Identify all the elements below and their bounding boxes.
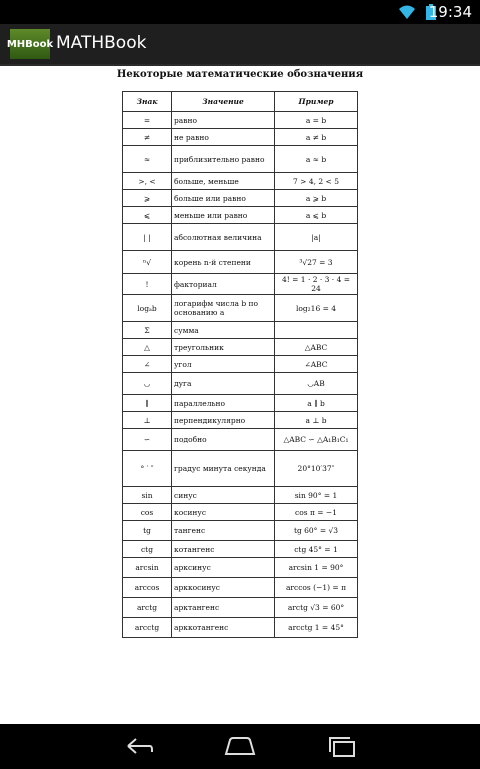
meaning-cell: дуга <box>172 373 275 395</box>
meaning-cell: треугольник <box>172 339 275 356</box>
symbol-cell: ∽ <box>123 429 172 451</box>
example-cell: 7 > 4, 2 < 5 <box>275 173 358 190</box>
example-cell: arcsin 1 = 90° <box>275 558 358 578</box>
column-header: Знак <box>123 92 172 112</box>
table-row <box>123 129 358 146</box>
example-cell: a ∥ b <box>275 395 358 412</box>
meaning-cell: арккосинус <box>172 578 275 598</box>
symbol-cell: arccos <box>123 578 172 598</box>
table-row <box>123 251 358 274</box>
table-row <box>123 373 358 395</box>
meaning-cell: равно <box>172 112 275 129</box>
example-cell: a = b <box>275 112 358 129</box>
example-cell <box>275 322 358 339</box>
meaning-cell: логарифм числа b по основанию a <box>172 295 275 322</box>
meaning-cell: абсолютная величина <box>172 224 275 251</box>
table-row <box>123 429 358 451</box>
meaning-cell: синус <box>172 487 275 504</box>
table-row <box>123 578 358 598</box>
table-row <box>123 322 358 339</box>
example-cell: △ABC ∽ △A₁B₁C₁ <box>275 429 358 451</box>
meaning-cell: угол <box>172 356 275 373</box>
table-row <box>123 224 358 251</box>
navigation-bar <box>0 724 480 769</box>
symbol-cell: ⩾ <box>123 190 172 207</box>
symbol-cell: arctg <box>123 598 172 618</box>
symbol-cell: | | <box>123 224 172 251</box>
table-row <box>123 339 358 356</box>
example-cell: a ⩽ b <box>275 207 358 224</box>
symbol-cell: ctg <box>123 541 172 558</box>
meaning-cell: градус минута секунда <box>172 451 275 487</box>
meaning-cell: больше или равно <box>172 190 275 207</box>
symbol-cell: △ <box>123 339 172 356</box>
symbol-cell: tg <box>123 521 172 541</box>
document-view[interactable] <box>0 66 480 724</box>
home-icon[interactable] <box>220 734 260 758</box>
meaning-cell: меньше или равно <box>172 207 275 224</box>
table-row <box>123 295 358 322</box>
meaning-cell: факториал <box>172 274 275 295</box>
meaning-cell: тангенс <box>172 521 275 541</box>
meaning-cell: приблизительно равно <box>172 146 275 173</box>
table-row <box>123 190 358 207</box>
table-row <box>123 618 358 638</box>
document-title: Некоторые математические обозначения <box>116 69 364 80</box>
symbol-cell: ° ′ ″ <box>123 451 172 487</box>
meaning-cell: арксинус <box>172 558 275 578</box>
status-bar <box>0 0 480 24</box>
symbol-cell: ⩽ <box>123 207 172 224</box>
example-cell: ◡AB <box>275 373 358 395</box>
symbol-cell: ∠ <box>123 356 172 373</box>
meaning-cell: сумма <box>172 322 275 339</box>
example-cell: a ⊥ b <box>275 412 358 429</box>
example-cell: sin 90° = 1 <box>275 487 358 504</box>
example-cell: a ⩾ b <box>275 190 358 207</box>
symbol-cell: ◡ <box>123 373 172 395</box>
example-cell: ∠ABC <box>275 356 358 373</box>
back-icon[interactable] <box>118 734 158 758</box>
example-cell: 4! = 1 · 2 · 3 · 4 = 24 <box>275 274 358 295</box>
table-row <box>123 598 358 618</box>
table-row <box>123 558 358 578</box>
example-cell: arctg √3 = 60° <box>275 598 358 618</box>
example-cell: 20°10′37″ <box>275 451 358 487</box>
symbol-cell: ≈ <box>123 146 172 173</box>
table-row <box>123 487 358 504</box>
symbol-cell: cos <box>123 504 172 521</box>
example-cell: log₂16 = 4 <box>275 295 358 322</box>
meaning-cell: арктангенс <box>172 598 275 618</box>
example-cell: arcctg 1 = 45° <box>275 618 358 638</box>
table-row <box>123 207 358 224</box>
table-row <box>123 146 358 173</box>
table-row <box>123 541 358 558</box>
example-cell: ³√27 = 3 <box>275 251 358 274</box>
table-row <box>123 521 358 541</box>
clock: 19:34 <box>428 3 472 21</box>
action-bar <box>0 24 480 66</box>
meaning-cell: арккотангенс <box>172 618 275 638</box>
table-row <box>123 356 358 373</box>
example-cell: △ABC <box>275 339 358 356</box>
example-cell: arccos (−1) = π <box>275 578 358 598</box>
symbol-cell: ⊥ <box>123 412 172 429</box>
symbol-cell: ⁿ√ <box>123 251 172 274</box>
symbol-cell: logₐb <box>123 295 172 322</box>
table-row <box>123 412 358 429</box>
symbols-table <box>122 91 358 638</box>
example-cell: tg 60° = √3 <box>275 521 358 541</box>
meaning-cell: косинус <box>172 504 275 521</box>
table-row <box>123 274 358 295</box>
table-row <box>123 173 358 190</box>
example-cell: a ≠ b <box>275 129 358 146</box>
meaning-cell: не равно <box>172 129 275 146</box>
table-row <box>123 451 358 487</box>
meaning-cell: параллельно <box>172 395 275 412</box>
example-cell: a ≈ b <box>275 146 358 173</box>
meaning-cell: котангенс <box>172 541 275 558</box>
table-row <box>123 504 358 521</box>
symbol-cell: >, < <box>123 173 172 190</box>
recents-icon[interactable] <box>322 734 362 758</box>
table-header-row <box>123 92 358 112</box>
symbol-cell: = <box>123 112 172 129</box>
app-logo[interactable]: MHBook <box>10 29 50 59</box>
symbol-cell: arcsin <box>123 558 172 578</box>
symbol-cell: Σ <box>123 322 172 339</box>
table-row <box>123 395 358 412</box>
meaning-cell: перпендикулярно <box>172 412 275 429</box>
example-cell: |a| <box>275 224 358 251</box>
meaning-cell: подобно <box>172 429 275 451</box>
symbol-cell: arcctg <box>123 618 172 638</box>
column-header: Пример <box>275 92 358 112</box>
symbol-cell: ∥ <box>123 395 172 412</box>
column-header: Значение <box>172 92 275 112</box>
table-row <box>123 112 358 129</box>
example-cell: ctg 45° = 1 <box>275 541 358 558</box>
symbol-cell: ≠ <box>123 129 172 146</box>
example-cell: cos π = −1 <box>275 504 358 521</box>
meaning-cell: больше, меньше <box>172 173 275 190</box>
symbol-cell: ! <box>123 274 172 295</box>
wifi-icon <box>398 4 416 20</box>
app-title: MATHBook <box>56 33 147 53</box>
meaning-cell: корень n-й степени <box>172 251 275 274</box>
symbol-cell: sin <box>123 487 172 504</box>
